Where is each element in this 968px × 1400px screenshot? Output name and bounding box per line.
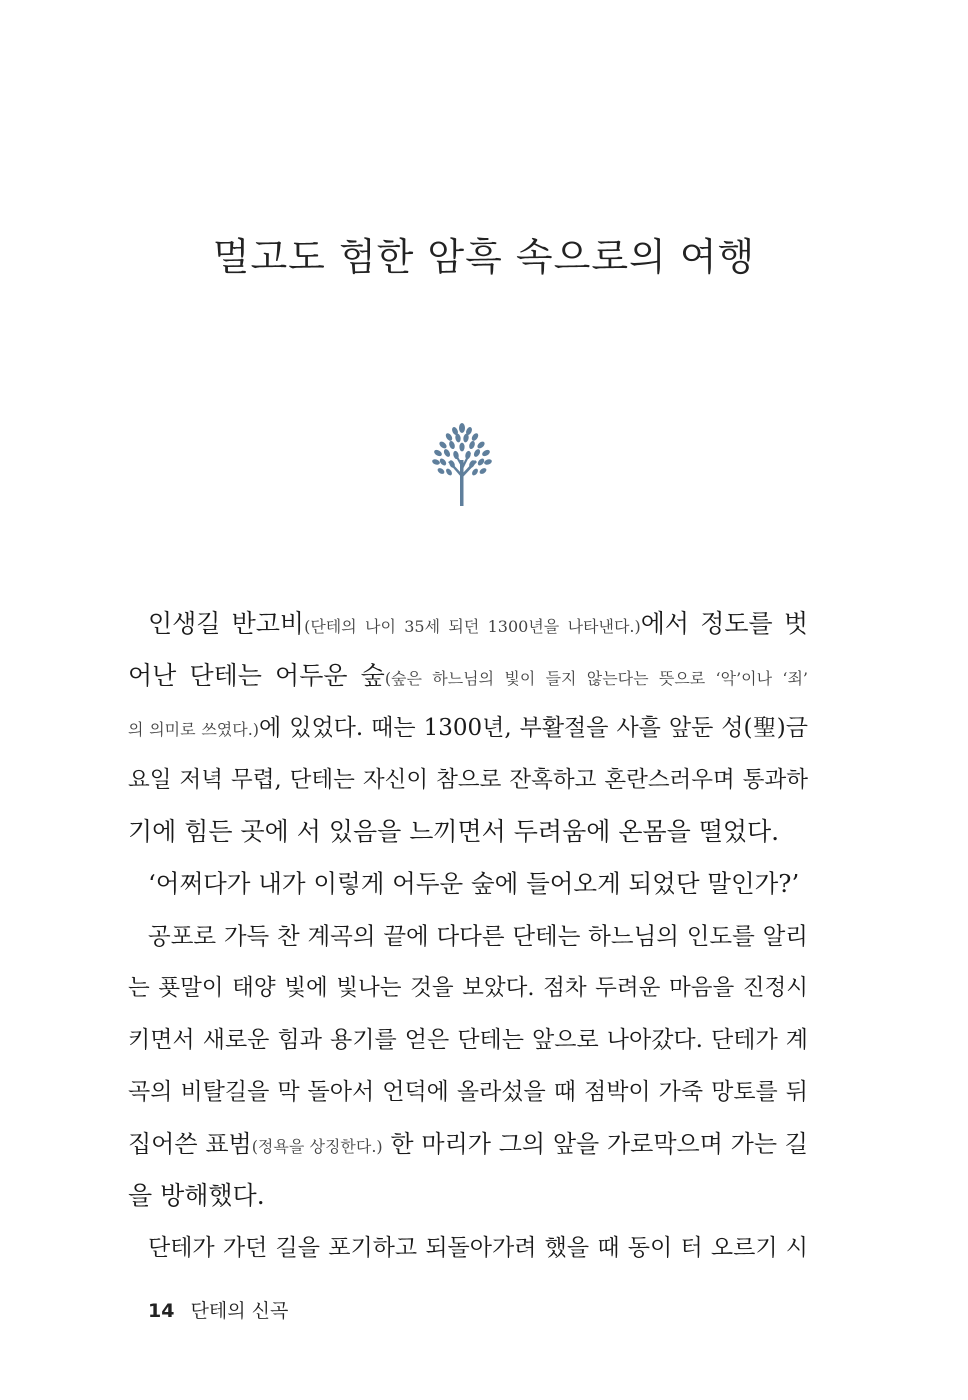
- text-line: 공포로 가득 찬 계곡의 끝에 다다른 단테는 하느님의 인도를 알리: [148, 922, 808, 950]
- text-line: 어난 단테는 어두운 숲(숲은 하느님의 빛이 들지 않는다는 뜻으로 ‘악’이나 ‘죄’: [128, 661, 808, 690]
- text-line: 의 의미로 쓰였다.)에 있었다. 때는 1300년, 부활절을 사흘 앞둔 성(聖)금: [128, 715, 808, 741]
- text-line: 기에 힘든 곳에 서 있음을 느끼면서 두려움에 온몸을 떨었다.: [128, 817, 780, 846]
- body-text: [128, 598, 808, 1274]
- text-line: 인생길 반고비(단테의 나이 35세 되던 1300년을 나타낸다.)에서 정도를 벗: [148, 609, 808, 638]
- text-line: 단테가 가던 길을 포기하고 되돌아가려 했을 때 동이 터 오르기 시: [148, 1235, 808, 1261]
- page-number: 14: [148, 1300, 175, 1322]
- text-line: 키면서 새로운 힘과 용기를 얻은 단테는 앞으로 나아갔다. 단테가 계: [128, 1027, 808, 1053]
- text-line: 는 푯말이 태양 빛에 빛나는 것을 보았다. 점차 두려운 마음을 진정시: [128, 975, 808, 1001]
- text-line: 곡의 비탈길을 막 돌아서 언덕에 올라섰을 때 점박이 가죽 망토를 뒤: [128, 1079, 808, 1105]
- text-line: 집어쓴 표범(정욕을 상징한다.) 한 마리가 그의 앞을 가로막으며 가는 길: [128, 1130, 808, 1158]
- page-footer: [148, 1296, 288, 1323]
- text-line: 요일 저녁 무렵, 단테는 자신이 참으로 잔혹하고 혼란스러우며 통과하: [128, 767, 808, 793]
- tree-icon: [428, 420, 496, 508]
- text-line: 을 방해했다.: [128, 1181, 265, 1210]
- chapter-title: 멀고도 험한 암흑 속으로의 여행: [212, 235, 756, 279]
- text-line: ‘어쩌다가 내가 이렇게 어두운 숲에 들어오게 되었단 말인가?’: [148, 869, 800, 898]
- book-title: 단테의 신곡: [190, 1300, 289, 1322]
